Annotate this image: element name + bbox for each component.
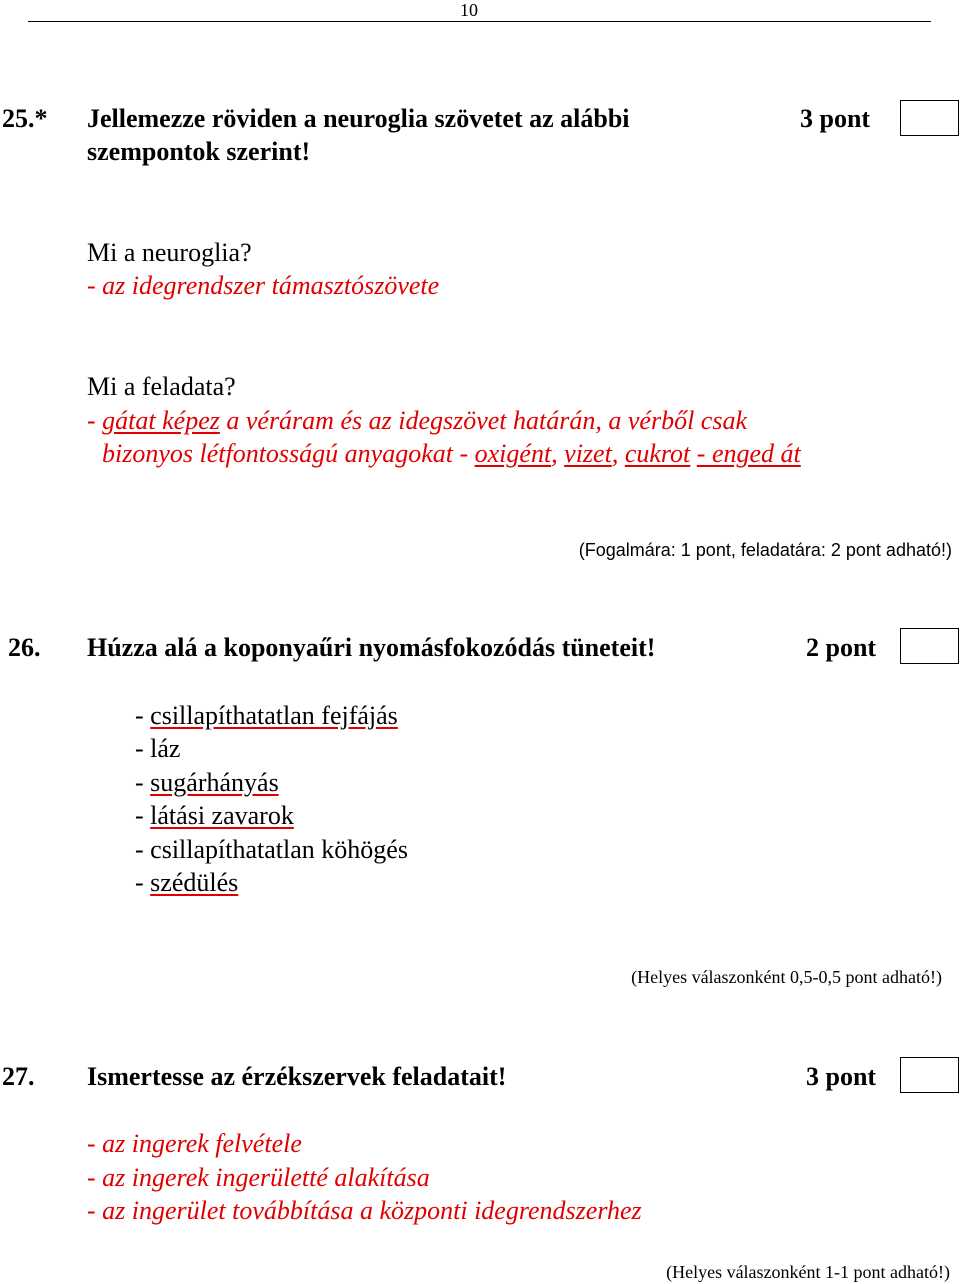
q25-sub2-question: Mi a feladata? xyxy=(87,372,236,401)
underlined-term: vizet xyxy=(564,439,612,468)
question-27-score-box[interactable] xyxy=(900,1057,959,1093)
q26-item-4: - látási zavarok xyxy=(135,801,294,830)
question-25-title-line2: szempontok szerint! xyxy=(87,137,311,166)
question-25-scoring-note: (Fogalmára: 1 pont, feladatára: 2 pont adható!) xyxy=(578,540,952,560)
question-26-score-box[interactable] xyxy=(900,628,959,664)
q27-answer-1: - az ingerek felvétele xyxy=(87,1129,302,1158)
q26-item-3: - sugárhányás xyxy=(135,768,279,797)
question-26-scoring-note: (Helyes válaszonként 0,5-0,5 pont adható!) xyxy=(631,967,942,987)
q26-item-5: - csillapíthatatlan köhögés xyxy=(135,835,408,864)
question-27-number: 27. xyxy=(2,1062,35,1091)
q25-sub2-answer-line1: - gátat képez a véráram és az idegszövet határán, a vérből csak xyxy=(87,406,747,435)
q26-item-1: - csillapíthatatlan fejfájás xyxy=(135,701,398,730)
underlined-term: - enged át xyxy=(696,439,801,468)
q25-sub1-answer: - az idegrendszer támasztószövete xyxy=(87,271,440,300)
question-27-scoring-note: (Helyes válaszonként 1-1 pont adható!) xyxy=(666,1262,950,1282)
header-rule xyxy=(28,21,931,22)
question-25-number: 25.* xyxy=(2,104,48,133)
question-25-points: 3 pont xyxy=(800,104,871,133)
question-25-score-box[interactable] xyxy=(900,100,959,136)
question-26-points: 2 pont xyxy=(806,633,877,662)
page-number: 10 xyxy=(460,0,478,20)
q27-answer-2: - az ingerek ingerületté alakítása xyxy=(87,1163,430,1192)
underlined-term: gátat képez xyxy=(102,406,220,435)
question-26-number: 26. xyxy=(8,633,41,662)
q26-item-2: - láz xyxy=(135,734,181,763)
underlined-term: oxigént xyxy=(474,439,552,468)
question-27-points: 3 pont xyxy=(806,1062,877,1091)
question-27-title: Ismertesse az érzékszervek feladatait! xyxy=(87,1062,507,1091)
q25-sub2-answer-line2: bizonyos létfontosságú anyagokat - oxigént, vizet, cukrot - enged át xyxy=(102,439,801,468)
question-26-title: Húzza alá a koponyaűri nyomásfokozódás tüneteit! xyxy=(87,633,656,662)
q26-item-6: - szédülés xyxy=(135,868,239,897)
q25-sub1-question: Mi a neuroglia? xyxy=(87,238,252,267)
underlined-term: cukrot xyxy=(624,439,691,468)
q27-answer-3: - az ingerület továbbítása a központi idegrendszerhez xyxy=(87,1196,642,1225)
question-25-title-line1: Jellemezze röviden a neuroglia szövetet az alábbi xyxy=(87,104,630,133)
